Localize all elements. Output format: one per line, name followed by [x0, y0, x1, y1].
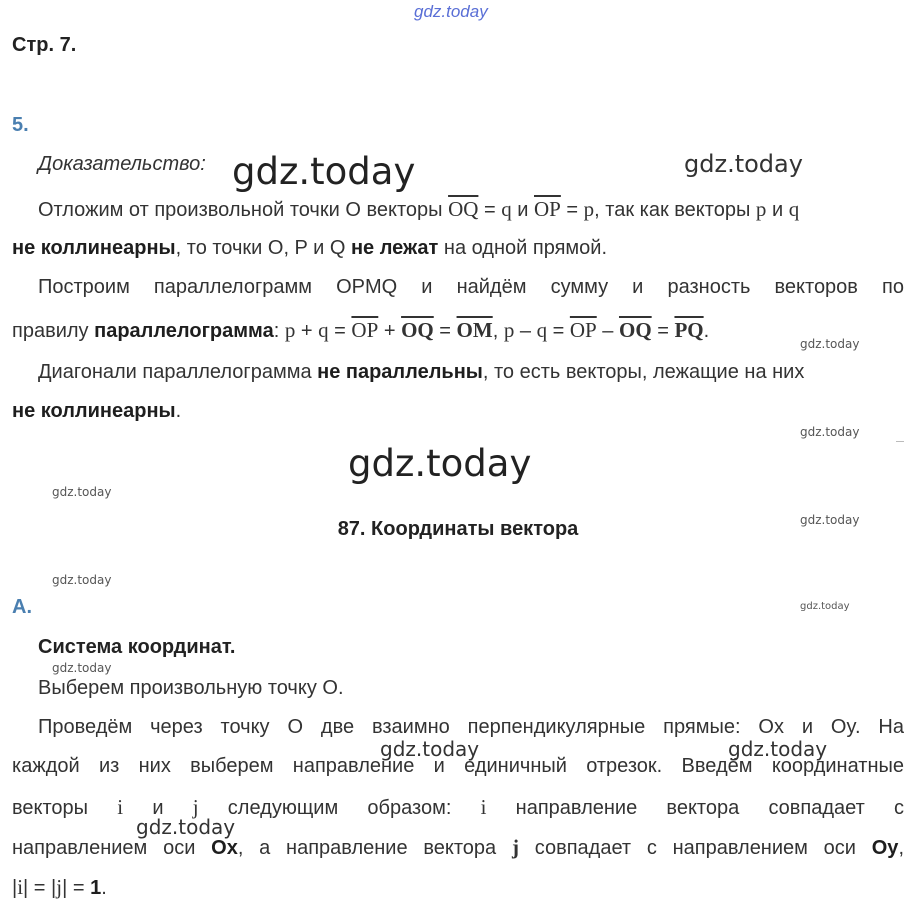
text: векторы [12, 797, 118, 819]
text: следующим образом: [198, 797, 481, 819]
vector-q: q [501, 197, 512, 221]
text: | = | [23, 877, 57, 899]
text: – [514, 320, 537, 342]
watermark-large: gdz.today [348, 442, 532, 485]
text: и [766, 199, 789, 221]
vector-oq: $\overline{OQ}$ [448, 197, 479, 221]
watermark-small: gdz.today [800, 601, 850, 612]
proof-line-6 [12, 399, 181, 423]
text: = [560, 199, 584, 221]
watermark-small: gdz.today [800, 513, 860, 527]
vector-i: i [480, 795, 487, 819]
vector-i: i [117, 795, 124, 819]
subsection-title: Система координат. [38, 636, 236, 658]
coords-line-4 [12, 795, 904, 820]
text: на одной прямой. [438, 237, 608, 259]
watermark-top: gdz.today [414, 2, 488, 21]
vector-op: $\overline{OP}$ [569, 318, 597, 342]
text: = [433, 320, 457, 342]
vector-p: p [583, 197, 595, 221]
vector-j: j [192, 795, 199, 819]
watermark-small: gdz.today [800, 425, 860, 439]
proof-line-4 [12, 318, 709, 343]
vector-p: p [503, 318, 515, 342]
text: + [295, 320, 319, 342]
proof-line-3: Построим параллелограмм OPMQ и найдём сумму и разность векторов по [38, 276, 904, 298]
text: . [175, 400, 182, 422]
vector-q: q [536, 318, 548, 342]
bold-text: не коллинеарны [12, 400, 176, 422]
text: – [596, 320, 619, 342]
text: направлением оси [12, 837, 212, 859]
watermark-small: gdz.today [800, 337, 860, 351]
proof-line-5 [38, 360, 804, 384]
coords-line-5 [12, 835, 904, 860]
vector-op: $\overline{OP}$ [351, 318, 379, 342]
text: Отложим от произвольной точки O векторы [38, 199, 449, 221]
watermark-small: gdz.today [52, 661, 112, 675]
text: | [12, 877, 18, 899]
text: | = [62, 877, 91, 899]
text: , то есть векторы, лежащие на них [482, 361, 805, 383]
watermark-medium: gdz.today [380, 737, 480, 761]
text: + [378, 320, 402, 342]
text: векторы [674, 199, 751, 221]
axis-oy: Oy [871, 837, 899, 859]
section-title: 87. Координаты вектора [337, 518, 579, 540]
text: = [478, 199, 502, 221]
text: и [511, 199, 534, 221]
vector-q: q [788, 197, 800, 221]
bold-text: не коллинеарны [12, 237, 176, 259]
text: . [101, 877, 107, 899]
text: и [123, 797, 193, 819]
proof-label: Доказательство: [38, 153, 206, 175]
vector-i: i [17, 875, 24, 899]
page-label: Стр. 7. [12, 34, 77, 56]
vector-om: $\overline{OM}$ [456, 318, 493, 342]
watermark-medium: gdz.today [136, 815, 236, 839]
text: = [651, 320, 675, 342]
watermark-medium: gdz.today [728, 737, 828, 761]
text: : [273, 320, 285, 342]
axis-ox: Ox [211, 837, 238, 859]
coords-line-2: Проведём через точку O две взаимно перпендикулярные прямые: Ox и Oy. На [38, 716, 904, 738]
vector-p: p [755, 197, 767, 221]
vector-oq: $\overline{OQ}$ [401, 318, 434, 342]
task-number: 5. [12, 114, 29, 136]
bold-text: не параллельны [317, 361, 483, 383]
vector-p: p [284, 318, 296, 342]
text: , то точки O, P и Q [175, 237, 351, 259]
proof-line-2 [12, 236, 607, 260]
vector-pq: $\overline{PQ}$ [674, 318, 704, 342]
text: = [328, 320, 352, 342]
proof-line-1 [38, 197, 799, 222]
text: направление вектора совпадает с [486, 797, 904, 819]
text: . [703, 320, 710, 342]
vector-j: j [56, 875, 63, 899]
bold-text: не лежат [350, 237, 439, 259]
bold-text: параллелограмма [94, 320, 274, 342]
text: Диагонали параллелограмма [38, 361, 318, 383]
vector-q: q [318, 318, 329, 342]
vector-j: j [511, 835, 519, 859]
watermark-large: gdz.today [232, 150, 416, 193]
watermark-small: gdz.today [52, 485, 112, 499]
watermark-medium: gdz.today [684, 150, 803, 178]
text: , так как [594, 199, 675, 221]
part-label: А. [12, 596, 32, 618]
vector-oq: $\overline{OQ}$ [618, 318, 652, 342]
text: , а направление вектора [237, 837, 512, 859]
watermark-small: gdz.today [52, 573, 112, 587]
coords-line-6 [12, 875, 107, 900]
bold-text: 1 [90, 877, 102, 899]
coords-line-1: Выберем произвольную точку O. [38, 677, 344, 699]
text: , [898, 837, 904, 859]
text: , [492, 320, 504, 342]
divider-mark [896, 441, 904, 442]
text: совпадает с направлением оси [518, 837, 872, 859]
text: = [547, 320, 570, 342]
vector-op: $\overline{OP}$ [534, 197, 561, 221]
text: правилу [12, 320, 95, 342]
coords-line-3: каждой из них выберем направление и единичный отрезок. Введём координатные [12, 755, 904, 777]
